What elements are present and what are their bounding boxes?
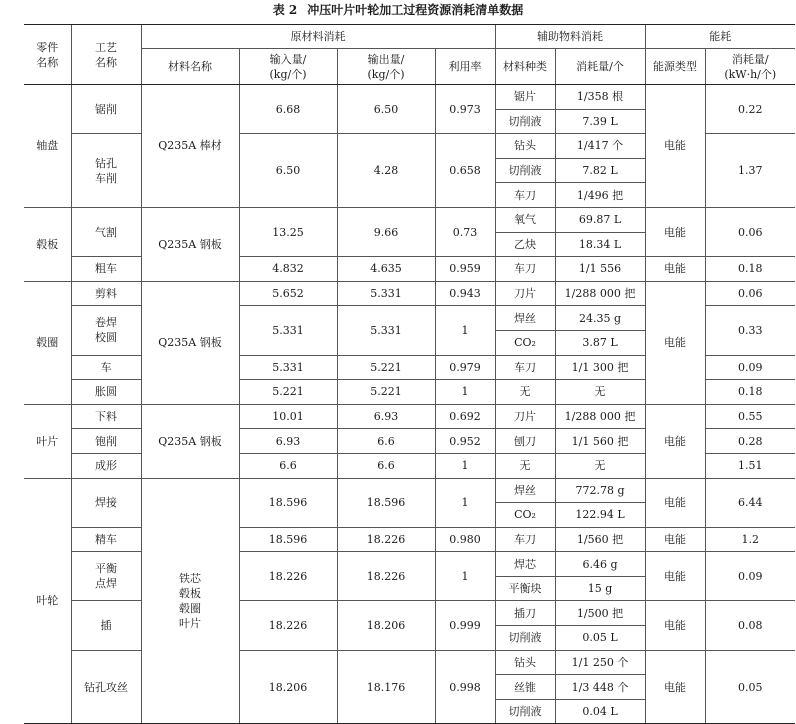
material-cell: Q235A 棒材 — [141, 85, 239, 208]
energy-type-cell: 电能 — [645, 552, 705, 601]
util-cell: 0.973 — [435, 85, 495, 134]
aux-amount-cell: 1/288 000 把 — [555, 404, 645, 429]
aux-amount-cell: 69.87 L — [555, 207, 645, 232]
aux-type-cell: 钻头 — [495, 650, 555, 675]
part-cell: 轴盘 — [36, 139, 59, 153]
energy-cell: 0.06 — [705, 207, 795, 256]
util-cell: 0.959 — [435, 257, 495, 282]
input-cell: 5.652 — [239, 281, 337, 306]
output-cell: 6.50 — [337, 85, 435, 134]
output-cell: 5.221 — [337, 355, 435, 380]
aux-amount-cell: 1/500 把 — [555, 601, 645, 626]
energy-cell: 0.18 — [705, 380, 795, 405]
aux-amount-cell: 1/496 把 — [555, 183, 645, 208]
aux-amount-cell: 1/1 560 把 — [555, 429, 645, 454]
aux-type-cell: 切削液 — [495, 109, 555, 134]
part-cell: 毂板 — [24, 207, 71, 281]
energy-cell: 0.33 — [705, 306, 795, 355]
part-cell: 毂圈 — [24, 281, 71, 404]
material-cell: Q235A 钢板 — [141, 207, 239, 281]
header-aux-amount: 消耗量/个 — [555, 49, 645, 85]
output-cell: 5.331 — [337, 306, 435, 355]
table-title: 冲压叶片叶轮加工过程资源消耗清单数据 — [307, 3, 524, 17]
output-cell: 5.331 — [337, 281, 435, 306]
util-cell: 0.998 — [435, 650, 495, 724]
aux-type-cell: 刀片 — [495, 404, 555, 429]
util-cell: 0.980 — [435, 527, 495, 552]
resource-consumption-table — [24, 24, 795, 724]
aux-type-cell: 焊丝 — [495, 478, 555, 503]
table-row — [24, 552, 795, 577]
energy-cell: 0.05 — [705, 650, 795, 724]
process-cell: 铇削 — [71, 429, 141, 454]
process-cell: 插 — [71, 601, 141, 650]
header-process-name: 工艺 名称 — [71, 25, 141, 85]
util-cell: 0.979 — [435, 355, 495, 380]
energy-type-cell: 电能 — [645, 478, 705, 527]
energy-cell: 0.09 — [705, 552, 795, 601]
input-cell: 5.221 — [239, 380, 337, 405]
aux-type-cell: 无 — [495, 380, 555, 405]
input-cell: 13.25 — [239, 207, 337, 256]
aux-amount-cell: 1/560 把 — [555, 527, 645, 552]
header-aux-material-group: 辅助物料消耗 — [495, 25, 645, 49]
energy-type-cell: 电能 — [645, 527, 705, 552]
input-cell: 6.6 — [239, 453, 337, 478]
table-row — [24, 281, 795, 306]
header-energy-amount: 消耗量/ (kW·h/个) — [705, 49, 795, 85]
util-cell: 0.952 — [435, 429, 495, 454]
output-cell: 6.93 — [337, 404, 435, 429]
output-cell: 18.226 — [337, 527, 435, 552]
aux-type-cell: 钻头 — [495, 134, 555, 159]
part-cell: 叶轮 — [24, 478, 71, 724]
aux-type-cell: 刀片 — [495, 281, 555, 306]
process-cell: 钻孔 车削 — [71, 134, 141, 208]
aux-type-cell: 车刀 — [495, 257, 555, 282]
aux-amount-cell: 1/358 根 — [555, 85, 645, 110]
input-cell: 5.331 — [239, 355, 337, 380]
aux-amount-cell: 无 — [555, 453, 645, 478]
energy-cell: 0.08 — [705, 601, 795, 650]
header-input: 输入量/ (kg/个) — [239, 49, 337, 85]
input-cell: 6.93 — [239, 429, 337, 454]
aux-amount-cell: 7.82 L — [555, 158, 645, 183]
process-cell: 锯削 — [71, 85, 141, 134]
aux-amount-cell: 1/1 556 — [555, 257, 645, 282]
aux-amount-cell: 0.05 L — [555, 626, 645, 651]
aux-amount-cell: 6.46 g — [555, 552, 645, 577]
process-cell: 成形 — [71, 453, 141, 478]
input-cell: 5.331 — [239, 306, 337, 355]
aux-amount-cell: 0.04 L — [555, 699, 645, 724]
energy-cell: 0.28 — [705, 429, 795, 454]
output-cell: 6.6 — [337, 453, 435, 478]
aux-amount-cell: 1/1 300 把 — [555, 355, 645, 380]
aux-type-cell: CO₂ — [495, 330, 555, 355]
aux-type-cell: 切削液 — [495, 158, 555, 183]
aux-amount-cell: 7.39 L — [555, 109, 645, 134]
energy-type-cell: 电能 — [645, 85, 705, 208]
energy-type-cell: 电能 — [645, 601, 705, 650]
energy-cell: 0.55 — [705, 404, 795, 429]
energy-cell: 0.06 — [705, 281, 795, 306]
process-cell: 焊接 — [71, 478, 141, 527]
header-utilization: 利用率 — [435, 49, 495, 85]
aux-amount-cell: 772.78 g — [555, 478, 645, 503]
energy-type-cell: 电能 — [645, 650, 705, 724]
aux-type-cell: 切削液 — [495, 699, 555, 724]
util-cell: 0.999 — [435, 601, 495, 650]
energy-cell: 6.44 — [705, 478, 795, 527]
table-row — [24, 527, 795, 552]
aux-amount-cell: 无 — [555, 380, 645, 405]
aux-type-cell: 焊丝 — [495, 306, 555, 331]
util-cell: 1 — [435, 380, 495, 405]
input-cell: 18.226 — [239, 601, 337, 650]
aux-amount-cell: 24.35 g — [555, 306, 645, 331]
util-cell: 1 — [435, 478, 495, 527]
energy-cell: 0.22 — [705, 85, 795, 134]
util-cell: 1 — [435, 453, 495, 478]
process-cell: 粗车 — [71, 257, 141, 282]
energy-type-cell: 电能 — [645, 207, 705, 256]
output-cell: 18.176 — [337, 650, 435, 724]
aux-type-cell: 无 — [495, 453, 555, 478]
util-cell: 0.73 — [435, 207, 495, 256]
aux-type-cell: 车刀 — [495, 183, 555, 208]
output-cell: 6.6 — [337, 429, 435, 454]
util-cell: 0.658 — [435, 134, 495, 208]
table-row — [24, 207, 795, 232]
energy-type-cell: 电能 — [645, 257, 705, 282]
output-cell: 18.596 — [337, 478, 435, 527]
energy-cell: 1.37 — [705, 134, 795, 208]
util-cell: 0.943 — [435, 281, 495, 306]
process-cell: 胀圆 — [71, 380, 141, 405]
aux-amount-cell: 3.87 L — [555, 330, 645, 355]
table-row — [24, 478, 795, 503]
aux-type-cell: 车刀 — [495, 527, 555, 552]
process-cell: 平衡 点焊 — [71, 552, 141, 601]
part-cell: 叶片 — [24, 404, 71, 478]
header-energy-group: 能耗 — [645, 25, 795, 49]
input-cell: 18.596 — [239, 478, 337, 527]
aux-amount-cell: 18.34 L — [555, 232, 645, 257]
table-row — [24, 404, 795, 429]
header-raw-material-group: 原材料消耗 — [141, 25, 495, 49]
table-row — [24, 601, 795, 626]
process-cell: 车 — [71, 355, 141, 380]
process-cell: 剪料 — [71, 281, 141, 306]
output-cell: 4.635 — [337, 257, 435, 282]
header-aux-type: 材料种类 — [495, 49, 555, 85]
material-cell: 铁芯 毂板 毂圈 叶片 — [141, 478, 239, 724]
output-cell: 9.66 — [337, 207, 435, 256]
energy-cell: 0.09 — [705, 355, 795, 380]
aux-amount-cell: 1/417 个 — [555, 134, 645, 159]
aux-type-cell: 切削液 — [495, 626, 555, 651]
energy-cell: 0.18 — [705, 257, 795, 282]
process-cell: 下料 — [71, 404, 141, 429]
util-cell: 1 — [435, 306, 495, 355]
aux-type-cell: 氧气 — [495, 207, 555, 232]
aux-type-cell: 刨刀 — [495, 429, 555, 454]
energy-type-cell: 电能 — [645, 281, 705, 404]
header-output: 输出量/ (kg/个) — [337, 49, 435, 85]
aux-type-cell: CO₂ — [495, 503, 555, 528]
table-row — [24, 257, 795, 282]
process-cell: 精车 — [71, 527, 141, 552]
process-cell: 钻孔攻丝 — [71, 650, 141, 724]
header-part-name: 零件 名称 — [24, 25, 71, 85]
aux-type-cell: 丝锥 — [495, 675, 555, 700]
energy-type-cell: 电能 — [645, 404, 705, 478]
process-cell: 卷焊 校圆 — [71, 306, 141, 355]
util-cell: 1 — [435, 552, 495, 601]
input-cell: 6.50 — [239, 134, 337, 208]
aux-amount-cell: 1/1 250 个 — [555, 650, 645, 675]
table-row — [24, 650, 795, 675]
input-cell: 18.596 — [239, 527, 337, 552]
energy-cell: 1.2 — [705, 527, 795, 552]
process-cell: 气割 — [71, 207, 141, 256]
table-number: 表 2 — [272, 3, 298, 17]
aux-type-cell: 插刀 — [495, 601, 555, 626]
output-cell: 18.226 — [337, 552, 435, 601]
input-cell: 18.226 — [239, 552, 337, 601]
aux-amount-cell: 15 g — [555, 576, 645, 601]
material-cell: Q235A 钢板 — [141, 404, 239, 478]
header-energy-type: 能源类型 — [645, 49, 705, 85]
aux-type-cell: 车刀 — [495, 355, 555, 380]
aux-type-cell: 乙炔 — [495, 232, 555, 257]
output-cell: 5.221 — [337, 380, 435, 405]
input-cell: 10.01 — [239, 404, 337, 429]
util-cell: 0.692 — [435, 404, 495, 429]
output-cell: 18.206 — [337, 601, 435, 650]
aux-amount-cell: 1/288 000 把 — [555, 281, 645, 306]
table-caption — [0, 0, 796, 22]
header-material-name: 材料名称 — [141, 49, 239, 85]
aux-amount-cell: 1/3 448 个 — [555, 675, 645, 700]
input-cell: 4.832 — [239, 257, 337, 282]
energy-cell: 1.51 — [705, 453, 795, 478]
aux-type-cell: 锯片 — [495, 85, 555, 110]
aux-type-cell: 平衡块 — [495, 576, 555, 601]
output-cell: 4.28 — [337, 134, 435, 208]
material-cell: Q235A 钢板 — [141, 281, 239, 404]
table-row — [24, 85, 795, 110]
aux-type-cell: 焊芯 — [495, 552, 555, 577]
aux-amount-cell: 122.94 L — [555, 503, 645, 528]
input-cell: 18.206 — [239, 650, 337, 724]
input-cell: 6.68 — [239, 85, 337, 134]
